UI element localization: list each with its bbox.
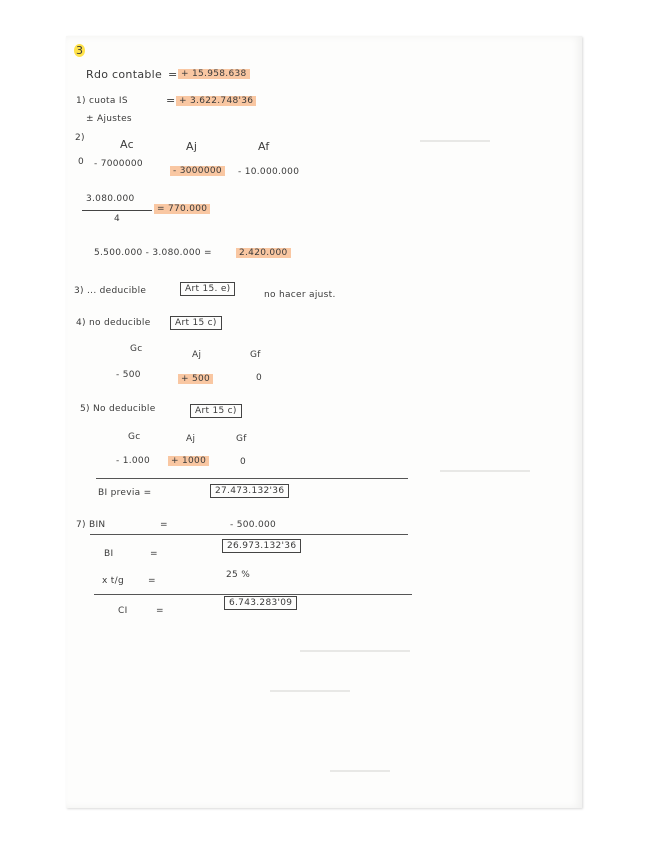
section-5-aj-header: Aj [186,434,196,444]
ac-value: - 7000000 [94,159,143,169]
section-4-label: 4) no deducible [76,318,151,328]
section-4-article: Art 15 c) [170,318,222,328]
ci-label: CI [118,606,128,616]
fraction-numerator: 3.080.000 [86,194,135,204]
section-4-aj-value: + 500 [178,374,213,384]
section-7-eq: = [160,520,168,530]
section-7-label: 7) BIN [76,520,106,530]
section-4-gc-header: Gc [130,344,143,354]
bleed-through-mark [330,770,390,772]
section-4-gf-header: Gf [250,350,261,360]
bleed-through-mark [300,650,410,652]
fraction-line [82,210,152,211]
section-7-value: - 500.000 [230,520,277,530]
tipo-value: 25 % [226,570,251,580]
rdo-contable-eq: = [168,68,178,81]
bleed-through-mark [440,470,530,472]
divider-line [96,478,408,479]
col-af-header: Af [258,140,270,153]
ci-eq: = [156,606,164,616]
cuota-is-value: + 3.622.748'36 [176,96,256,106]
exercise-number: 3 [76,44,84,57]
subtraction-expression: 5.500.000 - 3.080.000 = [94,248,212,258]
bi-value: 26.973.132'36 [222,541,301,551]
bi-label: BI [104,549,114,559]
section-5-gc-header: Gc [128,432,141,442]
section-5-gc-value: - 1.000 [116,456,150,466]
section-2-mark: 0 [78,157,85,167]
section-3-article: Art 15. e) [180,284,235,294]
ajustes-heading: ± Ajustes [86,114,132,124]
aj-value: - 3000000 [170,166,225,176]
section-2-number: 2) [75,133,85,143]
divider-line [94,594,412,595]
section-5-label: 5) No deducible [80,404,156,414]
section-4-gc-value: - 500 [116,370,141,380]
subtraction-result: 2.420.000 [236,248,291,258]
fraction-denominator: 4 [114,214,121,224]
divider-line [90,534,408,535]
tipo-label: x t/g [102,576,124,586]
rdo-contable-value: + 15.958.638 [178,69,250,79]
bi-previa-value: 27.473.132'36 [210,486,289,496]
notebook-page [66,36,582,808]
bleed-through-mark [270,690,350,692]
fraction-result: = 770.000 [154,204,210,214]
section-4-aj-header: Aj [192,350,202,360]
tipo-eq: = [148,576,156,586]
af-value: - 10.000.000 [238,167,300,177]
section-3-note: no hacer ajust. [264,290,336,300]
col-ac-header: Ac [120,138,134,151]
section-5-gf-header: Gf [236,434,247,444]
cuota-is-eq: = [166,94,176,107]
ci-value: 6.743.283'09 [224,598,297,608]
bi-previa-label: BI previa = [98,488,152,498]
bi-eq: = [150,549,158,559]
rdo-contable-label: Rdo contable [86,68,163,81]
cuota-is-label: 1) cuota IS [76,96,128,106]
section-5-article: Art 15 c) [190,406,242,416]
section-3-label: 3) ... deducible [74,286,147,296]
section-5-gf-value: 0 [240,457,247,467]
section-5-aj-value: + 1000 [168,456,209,466]
bleed-through-mark [420,140,490,142]
col-aj-header: Aj [186,140,198,153]
section-4-gf-value: 0 [256,373,263,383]
